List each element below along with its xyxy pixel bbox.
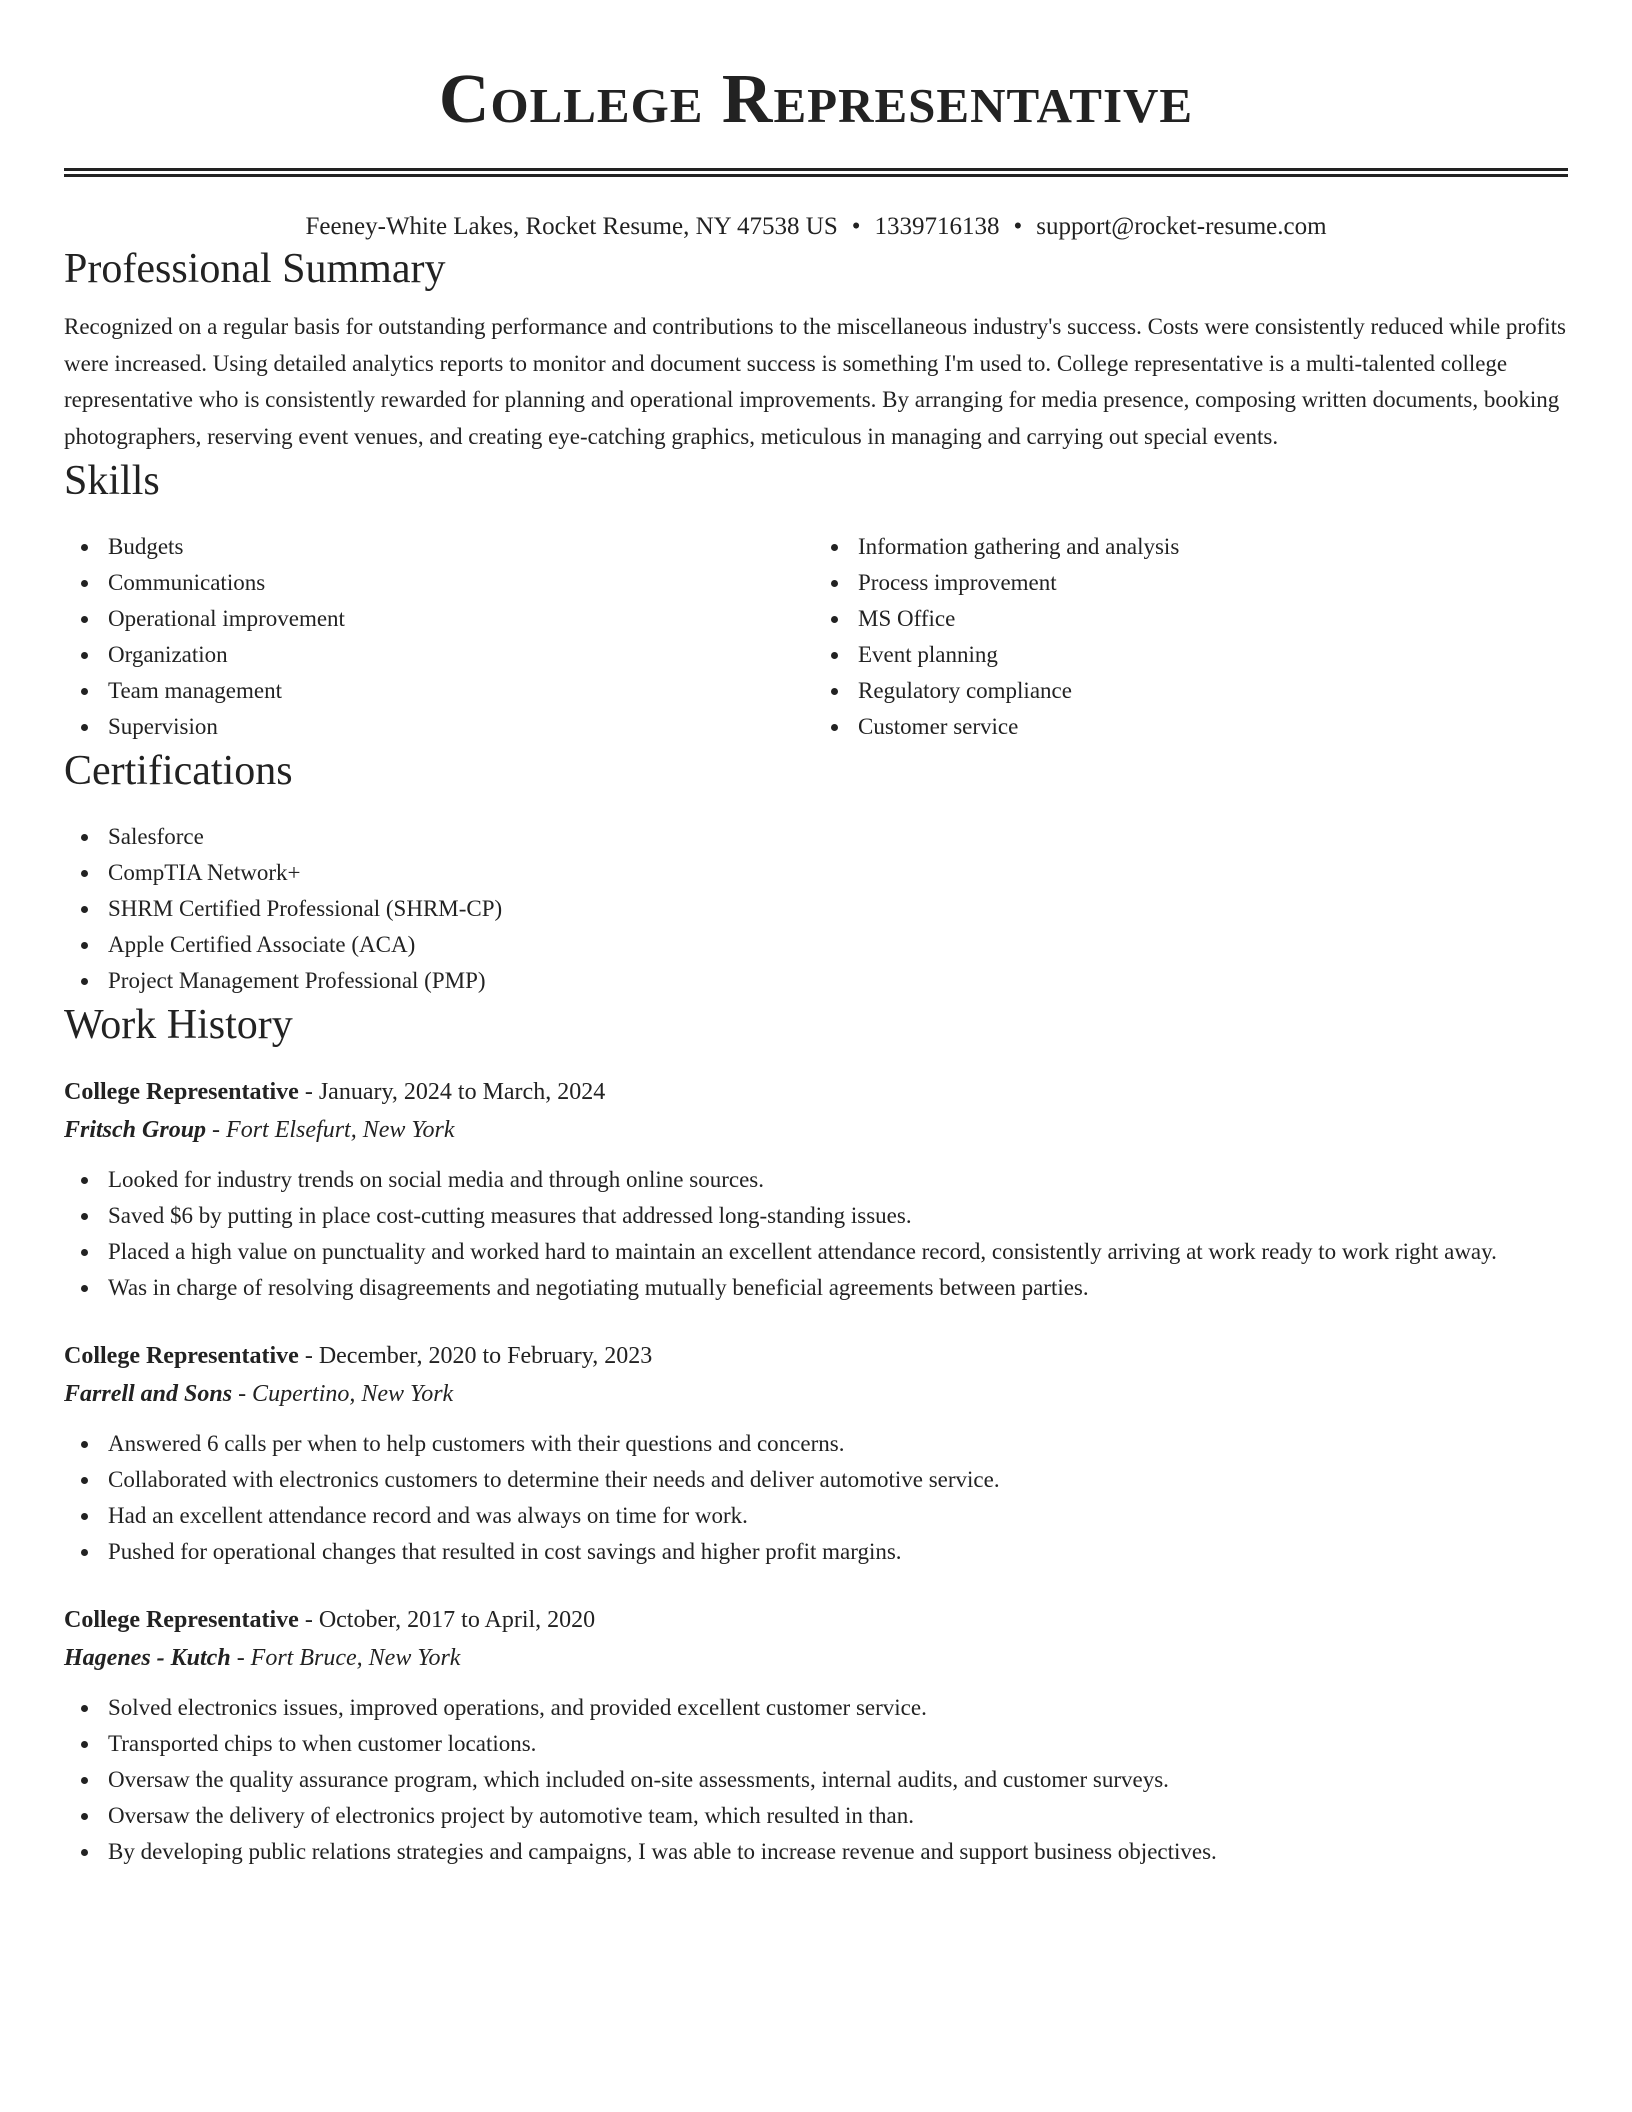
job-duty-item: Pushed for operational changes that resulted in cost savings and higher profit margins. (64, 1534, 1568, 1570)
job-dates: - January, 2024 to March, 2024 (298, 1079, 606, 1105)
job-entry (64, 1601, 1568, 1870)
skill-item: Organization (64, 637, 816, 673)
job-dates: - December, 2020 to February, 2023 (298, 1343, 653, 1369)
certifications-heading: Certifications (64, 748, 293, 794)
work-history-heading: Work History (64, 1002, 293, 1048)
certification-item: CompTIA Network+ (64, 855, 1568, 891)
job-location: - Fort Bruce, New York (230, 1645, 461, 1671)
skill-item: Operational improvement (64, 601, 816, 637)
skill-item: Supervision (64, 709, 816, 745)
title-divider (64, 168, 1568, 177)
job-company: Fritsch Group (64, 1117, 207, 1143)
job-duties-list (64, 1162, 1568, 1306)
job-company: Hagenes - Kutch (64, 1645, 231, 1671)
job-duty-item: Had an excellent attendance record and was always on time for work. (64, 1498, 1568, 1534)
skill-item: Communications (64, 565, 816, 601)
skills-column-left (64, 529, 816, 745)
job-entry (64, 1073, 1568, 1306)
job-entry (64, 1337, 1568, 1570)
job-location: - Cupertino, New York (232, 1381, 454, 1407)
contact-address: Feeney-White Lakes, Rocket Resume, NY 47538 US (305, 213, 838, 240)
contact-separator: • (851, 213, 861, 240)
job-duty-item: Collaborated with electronics customers to determine their needs and deliver automotive service. (64, 1462, 1568, 1498)
skill-item: Event planning (816, 637, 1568, 673)
certifications-section (64, 745, 1568, 999)
job-title: College Representative (64, 1079, 299, 1105)
contact-phone: 1339716138 (874, 213, 1000, 240)
contact-email: support@rocket-resume.com (1036, 213, 1327, 240)
job-title: College Representative (64, 1607, 299, 1633)
skills-heading: Skills (64, 458, 160, 504)
certification-item: Project Management Professional (PMP) (64, 963, 1568, 999)
skills-grid (64, 529, 1568, 745)
job-duty-item: Saved $6 by putting in place cost-cutting measures that addressed long-standing issues. (64, 1198, 1568, 1234)
job-duty-item: Transported chips to when customer locations. (64, 1726, 1568, 1762)
job-duty-item: Looked for industry trends on social media and through online sources. (64, 1162, 1568, 1198)
job-title: College Representative (64, 1343, 299, 1369)
skill-item: MS Office (816, 601, 1568, 637)
job-duty-item: Oversaw the quality assurance program, which included on-site assessments, internal audits, and customer surveys. (64, 1762, 1568, 1798)
certification-item: Apple Certified Associate (ACA) (64, 927, 1568, 963)
job-location: - Fort Elsefurt, New York (206, 1117, 455, 1143)
job-duty-item: Placed a high value on punctuality and worked hard to maintain an excellent attendance record, consistently arriving at work ready to work right away. (64, 1234, 1568, 1270)
summary-text: Recognized on a regular basis for outstanding performance and contributions to the miscellaneous industry's success. Costs were consistently reduced while profits were increased. Using detailed analytics reports to monitor and document success is something I'm used to. College representative is a multi-talented college representative who is consistently rewarded for planning and operational improvements. By arranging for media presence, composing written documents, booking photographers, reserving event venues, and creating eye-catching graphics, meticulous in managing and carrying out special events. (64, 314, 1566, 449)
skills-list-left (64, 529, 816, 745)
job-dates: - October, 2017 to April, 2020 (298, 1607, 596, 1633)
job-duties-list (64, 1690, 1568, 1870)
skills-column-right (816, 529, 1568, 745)
summary-heading: Professional Summary (64, 246, 446, 292)
job-duty-item: Solved electronics issues, improved operations, and provided excellent customer service. (64, 1690, 1568, 1726)
summary-section (64, 243, 1568, 455)
job-duty-item: By developing public relations strategies and campaigns, I was able to increase revenue and support business objectives. (64, 1834, 1568, 1870)
contact-separator: • (1013, 213, 1023, 240)
job-duty-item: Oversaw the delivery of electronics project by automotive team, which resulted in than. (64, 1798, 1568, 1834)
job-company-line (64, 1375, 1568, 1413)
skills-section (64, 455, 1568, 745)
job-duty-item: Answered 6 calls per when to help customers with their questions and concerns. (64, 1426, 1568, 1462)
skill-item: Budgets (64, 529, 816, 565)
job-company: Farrell and Sons (64, 1381, 233, 1407)
skill-item: Customer service (816, 709, 1568, 745)
job-company-line (64, 1111, 1568, 1149)
certification-item: SHRM Certified Professional (SHRM-CP) (64, 891, 1568, 927)
skills-list-right (816, 529, 1568, 745)
job-duty-item: Was in charge of resolving disagreements and negotiating mutually beneficial agreements between parties. (64, 1270, 1568, 1306)
skill-item: Information gathering and analysis (816, 529, 1568, 565)
job-title-line (64, 1073, 1568, 1111)
work-history-section (64, 999, 1568, 1870)
job-title-line (64, 1337, 1568, 1375)
certification-item: Salesforce (64, 819, 1568, 855)
skill-item: Process improvement (816, 565, 1568, 601)
job-company-line (64, 1639, 1568, 1677)
skill-item: Team management (64, 673, 816, 709)
skill-item: Regulatory compliance (816, 673, 1568, 709)
job-duties-list (64, 1426, 1568, 1570)
job-title-line (64, 1601, 1568, 1639)
resume-title: College Representative (438, 61, 1194, 138)
certifications-list (64, 819, 1568, 999)
contact-line (64, 211, 1568, 243)
